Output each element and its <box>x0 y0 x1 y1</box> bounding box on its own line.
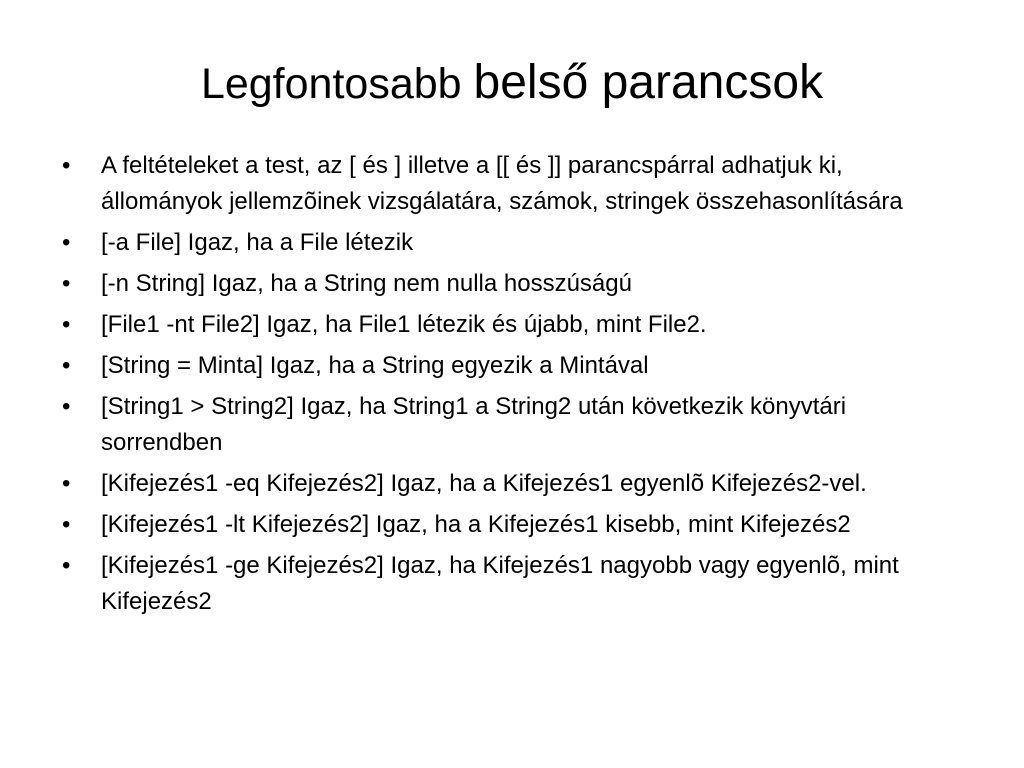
bullet-item <box>0 148 1024 220</box>
bullet-item <box>0 466 1024 502</box>
bullet-dot-icon: • <box>62 352 71 379</box>
bullet-dot-icon: • <box>62 393 71 420</box>
bullet-dot-icon: • <box>62 270 71 297</box>
bullet-dot-icon: • <box>62 511 71 538</box>
bullet-text: [Kifejezés1 -lt Kifejezés2] Igaz, ha a Kifejezés1 kisebb, mint Kifejezés2 <box>101 511 851 538</box>
bullet-item <box>0 225 1024 261</box>
bullet-text: A feltételeket a test, az [ és ] illetve a [[ és ]] parancspárral adhatjuk ki, állományok jellemzõinek vizsgálatára, számok, stringek összehasonlítására <box>101 152 903 215</box>
bullet-text: [String1 > String2] Igaz, ha String1 a String2 után következik könyvtári sorrendben <box>101 393 847 456</box>
bullet-text: [-n String] Igaz, ha a String nem nulla hosszúságú <box>101 270 632 297</box>
bullet-item <box>0 266 1024 302</box>
slide-title-part2: belső parancsok <box>473 56 824 109</box>
bullet-text: [String = Minta] Igaz, ha a String egyezik a Mintával <box>101 352 649 379</box>
bullet-dot-icon: • <box>62 552 71 579</box>
bullet-dot-icon: • <box>62 470 71 497</box>
bullet-item <box>0 348 1024 384</box>
bullet-dot-icon: • <box>62 229 71 256</box>
slide-title <box>0 44 1024 122</box>
bullet-text: [Kifejezés1 -ge Kifejezés2] Igaz, ha Kifejezés1 nagyobb vagy egyenlõ, mint Kifejezés2 <box>101 552 899 615</box>
bullet-text: [Kifejezés1 -eq Kifejezés2] Igaz, ha a Kifejezés1 egyenlõ Kifejezés2-vel. <box>101 470 867 497</box>
bullet-list <box>0 148 1024 625</box>
bullet-item <box>0 507 1024 543</box>
slide-title-part1: Legfontosabb <box>200 60 474 108</box>
bullet-text: [-a File] Igaz, ha a File létezik <box>101 229 414 256</box>
bullet-item <box>0 307 1024 343</box>
bullet-item <box>0 548 1024 620</box>
bullet-item <box>0 389 1024 461</box>
bullet-dot-icon: • <box>62 152 71 179</box>
bullet-dot-icon: • <box>62 311 71 338</box>
bullet-text: [File1 -nt File2] Igaz, ha File1 létezik és újabb, mint File2. <box>101 311 707 338</box>
